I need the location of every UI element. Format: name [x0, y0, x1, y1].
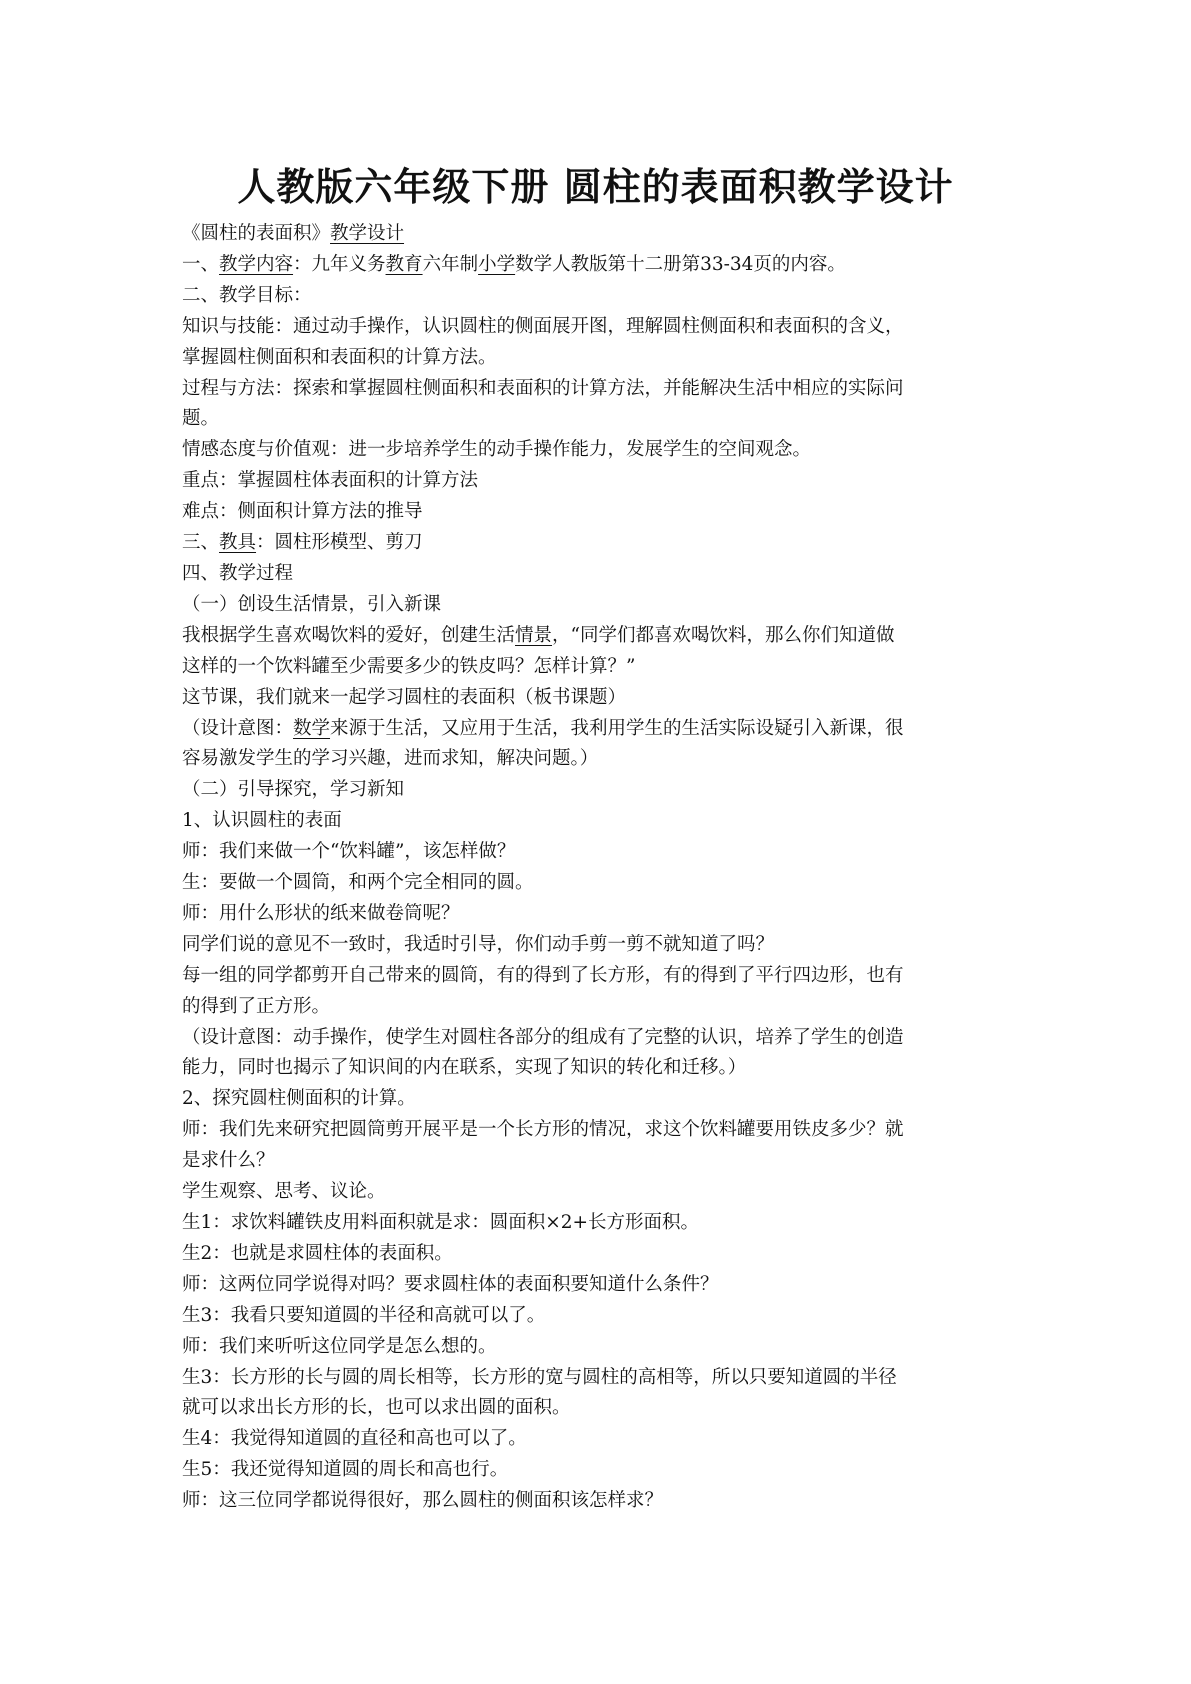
- link-scenario[interactable]: 情景: [515, 624, 553, 646]
- line-4: 知识与技能：通过动手操作，认识圆柱的侧面展开图，理解圆柱侧面积和表面积的含义，: [182, 315, 904, 337]
- line-28: 能力，同时也揭示了知识间的内在联系，实现了知识的转化和迁移。）: [182, 1057, 747, 1079]
- text: （设计意图：: [182, 717, 294, 739]
- line-24: 同学们说的意见不一致时，我适时引导，你们动手剪一剪不就知道了吗？: [182, 933, 775, 955]
- line-34: 生2：也就是求圆柱体的表面积。: [182, 1242, 453, 1264]
- text: ：圆柱形模型、剪刀: [256, 532, 423, 554]
- text: 一、: [182, 253, 220, 275]
- line-9: 重点：掌握圆柱体表面积的计算方法: [182, 470, 479, 492]
- text: 《圆柱的表面积》: [182, 223, 331, 244]
- line-7: 题。: [182, 408, 220, 430]
- line-33: 生1：求饮料罐铁皮用料面积就是求：圆面积×2+长方形面积。: [182, 1212, 700, 1233]
- line-23: 师：用什么形状的纸来做卷筒呢？: [182, 902, 460, 924]
- line-5: 掌握圆柱侧面积和表面积的计算方法。: [182, 346, 497, 368]
- line-26: 的得到了正方形。: [182, 995, 331, 1017]
- line-13: （一）创设生活情景，引入新课: [182, 593, 442, 615]
- link-education[interactable]: 教育: [385, 253, 423, 275]
- text: 六年制: [422, 253, 479, 275]
- text: 数学人教版第十二册第33-34页的内容。: [515, 253, 846, 275]
- line-17: [182, 714, 1012, 745]
- line-15: 这样的一个饮料罐至少需要多少的铁皮吗？怎样计算？”: [182, 655, 636, 677]
- link-teaching-aids[interactable]: 教具: [219, 532, 257, 554]
- text: 来源于生活，又应用于生活，我利用学生的生活实际设疑引入新课，很: [330, 717, 904, 739]
- line-21: 师：我们来做一个“饮料罐”，该怎样做？: [182, 841, 516, 863]
- text: ：九年义务: [293, 253, 386, 275]
- link-teaching-design[interactable]: 教学设计: [330, 223, 405, 244]
- document-body: [182, 219, 1012, 1517]
- text: ，“同学们都喜欢喝饮料，那么你们知道做: [552, 624, 895, 646]
- line-31: 是求什么？: [182, 1150, 275, 1172]
- line-29: 2、探究圆柱侧面积的计算。: [182, 1088, 416, 1110]
- link-teaching-content[interactable]: 教学内容: [219, 253, 294, 275]
- line-27: （设计意图：动手操作，使学生对圆柱各部分的组成有了完整的认识，培养了学生的创造: [182, 1026, 904, 1048]
- document-title: 人教版六年级下册 圆柱的表面积教学设计: [237, 164, 954, 209]
- line-16: 这节课，我们就来一起学习圆柱的表面积（板书课题）: [182, 686, 627, 708]
- line-18: 容易激发学生的学习兴趣，进而求知，解决问题。）: [182, 748, 599, 770]
- line-36: 生3：我看只要知道圆的半径和高就可以了。: [182, 1304, 546, 1326]
- line-11: [182, 528, 1012, 559]
- line-3: 二、教学目标：: [182, 284, 312, 306]
- line-14: [182, 621, 1012, 652]
- line-41: 生5：我还觉得知道圆的周长和高也行。: [182, 1459, 509, 1481]
- line-38: 生3：长方形的长与圆的周长相等，长方形的宽与圆柱的高相等，所以只要知道圆的半径: [182, 1366, 897, 1388]
- line-39: 就可以求出长方形的长，也可以求出圆的面积。: [182, 1397, 571, 1419]
- line-30: 师：我们先来研究把圆筒剪开展平是一个长方形的情况，求这个饮料罐要用铁皮多少？就: [182, 1119, 904, 1141]
- text: 三、: [182, 532, 220, 554]
- line-20: 1、认识圆柱的表面: [182, 810, 342, 832]
- text: 我根据学生喜欢喝饮料的爱好，创建生活: [182, 624, 516, 646]
- link-math[interactable]: 数学: [293, 717, 331, 739]
- line-35: 师：这两位同学说得对吗？要求圆柱体的表面积要知道什么条件？: [182, 1273, 719, 1295]
- line-1: [182, 219, 1012, 250]
- line-8: 情感态度与价值观：进一步培养学生的动手操作能力，发展学生的空间观念。: [182, 439, 812, 461]
- line-25: 每一组的同学都剪开自己带来的圆筒，有的得到了长方形，有的得到了平行四边形，也有: [182, 964, 904, 986]
- line-42: 师：这三位同学都说得很好，那么圆柱的侧面积该怎样求？: [182, 1490, 664, 1512]
- line-10: 难点：侧面积计算方法的推导: [182, 501, 423, 523]
- line-12: 四、教学过程: [182, 562, 294, 584]
- line-32: 学生观察、思考、议论。: [182, 1181, 386, 1203]
- link-primary-school[interactable]: 小学: [478, 253, 516, 275]
- line-22: 生：要做一个圆筒，和两个完全相同的圆。: [182, 872, 534, 894]
- line-40: 生4：我觉得知道圆的直径和高也可以了。: [182, 1428, 527, 1450]
- line-2: [182, 250, 1012, 281]
- line-37: 师：我们来听听这位同学是怎么想的。: [182, 1335, 497, 1357]
- line-6: 过程与方法：探索和掌握圆柱侧面积和表面积的计算方法，并能解决生活中相应的实际问: [182, 377, 904, 399]
- line-19: （二）引导探究，学习新知: [182, 779, 405, 801]
